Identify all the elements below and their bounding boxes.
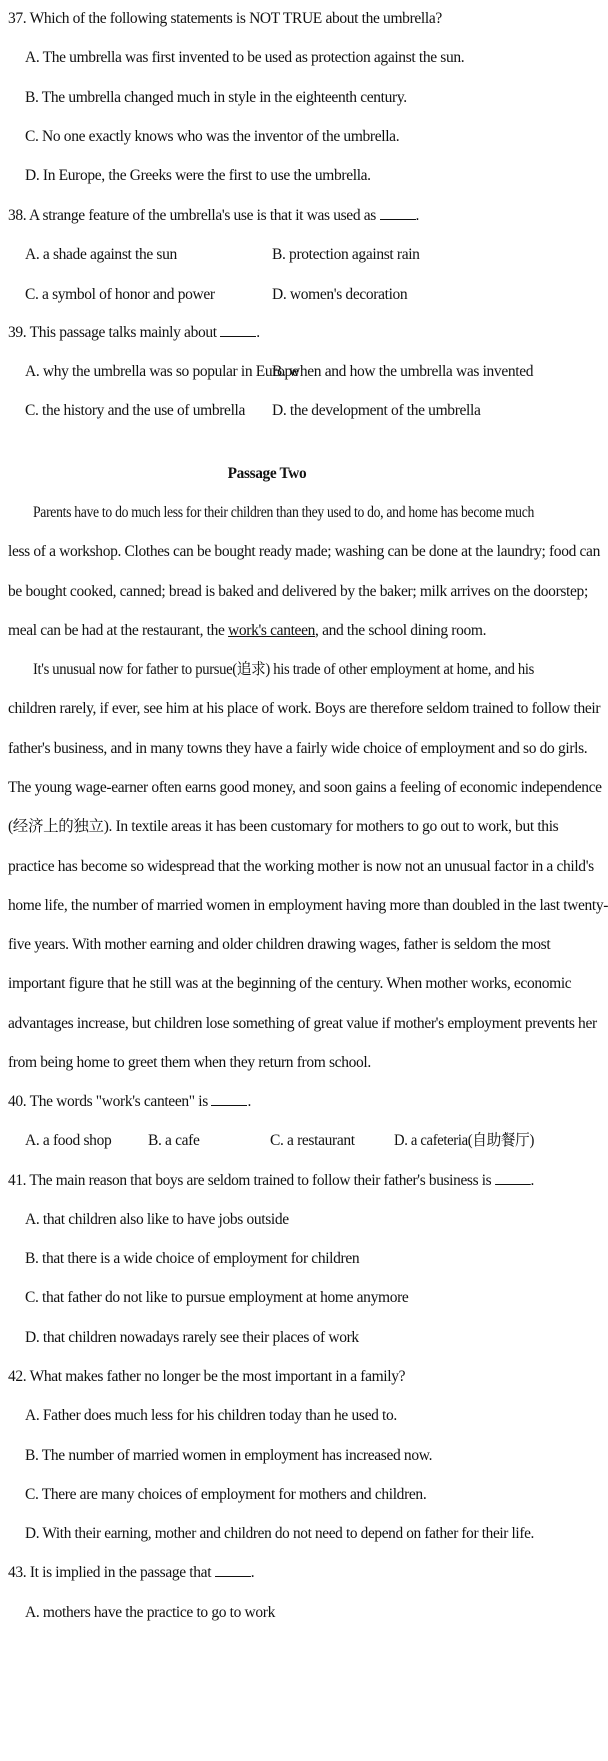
paragraph-2-line-11: from being home to greet them when they return from school. [8, 1054, 371, 1071]
q37-option-a: A. The umbrella was first invented to be used as protection against the sun. [25, 49, 465, 66]
q41-option-b: B. that there is a wide choice of employment for children [25, 1250, 360, 1267]
paragraph-1-line-4-end: , and the school dining room. [315, 622, 487, 639]
paragraph-1-line-4 [8, 621, 531, 641]
answer-blank [495, 1172, 531, 1185]
paragraph-2-line-8: five years. With mother earning and older children drawing wages, father is seldom the most [8, 936, 551, 953]
question-40-period: . [247, 1093, 251, 1110]
paragraph-1-line-1: Parents have to do much less for their children than they used to do, and home has become much [33, 504, 535, 521]
q39-option-c: C. the history and the use of umbrella [25, 402, 246, 419]
question-41 [8, 1171, 534, 1191]
answer-blank [211, 1093, 247, 1106]
question-41-period: . [530, 1172, 534, 1189]
question-41-text: 41. The main reason that boys are seldom trained to follow their father's business is [8, 1172, 492, 1189]
q42-option-d: D. With their earning, mother and children do not need to depend on father for their life. [25, 1525, 535, 1542]
answer-blank [380, 207, 416, 220]
answer-blank [215, 1564, 251, 1577]
q40-option-d: D. a cafeteria(自助餐厅) [394, 1132, 535, 1149]
q40-option-a: A. a food shop [25, 1132, 112, 1149]
q39-option-d: D. the development of the umbrella [272, 402, 481, 419]
q37-option-b: B. The umbrella changed much in style in the eighteenth century. [25, 89, 407, 106]
underlined-phrase: work's canteen [228, 622, 316, 639]
q39-option-a: A. why the umbrella was so popular in Europe [25, 363, 299, 380]
q41-option-d: D. that children nowadays rarely see their places of work [25, 1329, 359, 1346]
question-40 [8, 1092, 251, 1112]
q37-option-d: D. In Europe, the Greeks were the first to use the umbrella. [25, 167, 371, 184]
question-43-text: 43. It is implied in the passage that [8, 1564, 212, 1581]
q41-option-a: A. that children also like to have jobs outside [25, 1211, 289, 1228]
q42-option-b: B. The number of married women in employment has increased now. [25, 1447, 433, 1464]
paragraph-2-line-7: home life, the number of married women in employment having more than doubled in the last twenty- [8, 897, 608, 914]
question-39-text: 39. This passage talks mainly about [8, 324, 217, 341]
question-40-text: 40. The words "work's canteen" is [8, 1093, 208, 1110]
q40-option-c: C. a restaurant [270, 1132, 355, 1149]
question-37: 37. Which of the following statements is NOT TRUE about the umbrella? [8, 10, 442, 27]
paragraph-2-line-6: practice has become so widespread that the working mother is now not an unusual factor in a child's [8, 858, 594, 875]
question-39-period: . [256, 324, 260, 341]
paragraph-2-line-5: (经济上的独立). In textile areas it has been customary for mothers to go out to work, but this [8, 818, 559, 835]
question-39 [8, 323, 260, 343]
paragraph-2-line-9: important figure that he still was at the beginning of the century. When mother works, economic [8, 975, 572, 992]
paragraph-1-line-2: less of a workshop. Clothes can be bought ready made; washing can be done at the laundry; food can [8, 543, 600, 560]
paragraph-2-line-10: advantages increase, but children lose something of great value if mother's employment prevents her [8, 1015, 597, 1032]
question-43 [8, 1563, 254, 1583]
question-42: 42. What makes father no longer be the most important in a family? [8, 1368, 406, 1385]
q39-option-b: B. when and how the umbrella was invented [272, 363, 534, 380]
q41-option-c: C. that father do not like to pursue employment at home anymore [25, 1289, 409, 1306]
q43-option-a: A. mothers have the practice to go to work [25, 1604, 276, 1621]
paragraph-2-line-1: It's unusual now for father to pursue(追求) his trade of other employment at home, and his [33, 661, 535, 678]
paragraph-1-line-4-start: meal can be had at the restaurant, the [8, 622, 229, 639]
paragraph-2-line-2: children rarely, if ever, see him at his place of work. Boys are therefore seldom trained to follow their [8, 700, 601, 717]
passage-title: Passage Two [227, 465, 307, 482]
answer-blank [220, 324, 256, 337]
q38-option-d: D. women's decoration [272, 286, 408, 303]
question-38 [8, 206, 419, 226]
question-38-text: 38. A strange feature of the umbrella's use is that it was used as [8, 207, 376, 224]
q40-option-b: B. a cafe [148, 1132, 200, 1149]
q38-option-b: B. protection against rain [272, 246, 420, 263]
q42-option-c: C. There are many choices of employment for mothers and children. [25, 1486, 427, 1503]
question-43-period: . [250, 1564, 255, 1581]
q38-option-a: A. a shade against the sun [25, 246, 177, 263]
question-38-period: . [415, 207, 420, 224]
q42-option-a: A. Father does much less for his children today than he used to. [25, 1407, 397, 1424]
q37-option-c: C. No one exactly knows who was the inventor of the umbrella. [25, 128, 400, 145]
paragraph-2-line-3: father's business, and in many towns they have a fairly wide choice of employment and so do girls. [8, 740, 588, 757]
paragraph-1-line-3: be bought cooked, canned; bread is baked and delivered by the baker; milk arrives on the doorstep; [8, 583, 588, 600]
q38-option-c: C. a symbol of honor and power [25, 286, 215, 303]
paragraph-2-line-4: The young wage-earner often earns good money, and soon gains a feeling of economic independence [8, 779, 602, 796]
